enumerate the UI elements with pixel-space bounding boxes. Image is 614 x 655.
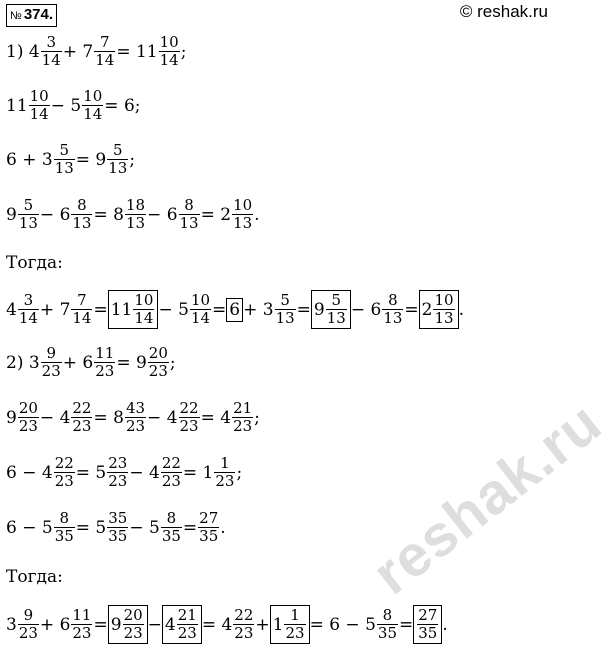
then-label-2: Тогда: <box>6 567 63 587</box>
denominator: 13 <box>179 214 199 232</box>
fraction <box>159 34 180 69</box>
fraction <box>54 142 75 177</box>
fraction <box>94 34 115 69</box>
boxed-answer <box>413 605 442 644</box>
fraction <box>133 292 154 327</box>
numerator: 27 <box>418 606 438 624</box>
math-text: 9 <box>110 614 122 635</box>
numerator: 8 <box>388 291 398 309</box>
math-text: = 8 <box>93 407 124 428</box>
denominator: 13 <box>54 159 74 177</box>
fraction <box>107 455 128 490</box>
fraction <box>41 34 62 69</box>
numerator: 10 <box>83 87 103 105</box>
denominator: 13 <box>72 214 92 232</box>
fraction <box>82 88 103 123</box>
boxed-answer <box>108 290 159 329</box>
math-text: − 5 <box>50 95 82 116</box>
numerator: 5 <box>280 291 290 309</box>
fraction <box>71 292 92 327</box>
fraction <box>190 292 211 327</box>
denominator: 35 <box>199 527 219 545</box>
math-text: + 6 <box>62 352 94 373</box>
denominator: 14 <box>72 309 92 327</box>
math-text: + 7 <box>62 41 94 62</box>
math-text: = <box>404 299 419 320</box>
numerator: 3 <box>46 33 56 51</box>
numerator: 22 <box>161 454 181 472</box>
numerator: 8 <box>77 196 87 214</box>
denominator: 13 <box>233 214 253 232</box>
numerator: 27 <box>199 509 219 527</box>
denominator: 23 <box>234 624 254 642</box>
denominator: 14 <box>134 309 154 327</box>
fraction <box>161 455 182 490</box>
math-text: − 4 <box>39 407 71 428</box>
fraction <box>94 345 115 380</box>
numerator: 8 <box>59 509 69 527</box>
fraction <box>148 345 169 380</box>
numerator: 18 <box>125 196 146 214</box>
denominator: 14 <box>18 309 38 327</box>
fraction <box>18 197 39 232</box>
fraction <box>417 607 438 642</box>
numerator: 8 <box>382 606 393 624</box>
math-text: . <box>220 517 226 538</box>
fraction <box>18 607 39 642</box>
fraction <box>107 510 128 545</box>
numerator: 10 <box>434 291 454 309</box>
fraction <box>29 88 50 123</box>
numerator: 5 <box>331 291 342 309</box>
fraction <box>71 400 92 435</box>
denominator: 23 <box>148 362 168 380</box>
math-text: = <box>93 614 108 635</box>
math-text: = <box>212 299 227 320</box>
math-text: − <box>147 614 162 635</box>
math-text: 2) 3 <box>6 352 40 373</box>
numerator: 9 <box>46 344 56 362</box>
math-text: 6 + 3 <box>6 149 53 170</box>
fraction <box>326 292 347 327</box>
numerator: 11 <box>95 344 115 362</box>
math-text: ; <box>169 352 176 373</box>
numerator: 10 <box>190 291 211 309</box>
math-text: 9 <box>6 407 17 428</box>
denominator: 14 <box>41 51 61 69</box>
denominator: 23 <box>161 472 181 490</box>
number-value: 374. <box>23 5 54 23</box>
boxed-answer <box>162 605 202 644</box>
equation-l7 <box>6 345 176 380</box>
numerator: 5 <box>59 141 69 159</box>
denominator: 13 <box>434 309 454 327</box>
denominator: 23 <box>177 624 197 642</box>
denominator: 23 <box>72 417 92 435</box>
math-text: 6 <box>229 299 241 320</box>
math-text: 1 <box>272 614 284 635</box>
math-text: 11 <box>110 299 133 320</box>
denominator: 13 <box>383 309 403 327</box>
fraction <box>177 607 198 642</box>
math-text: 4 <box>164 614 176 635</box>
fraction <box>41 345 62 380</box>
fraction <box>377 607 398 642</box>
numerator: 1 <box>290 606 300 624</box>
fraction <box>179 197 200 232</box>
denominator: 35 <box>418 624 438 642</box>
fraction <box>161 510 182 545</box>
boxed-answer <box>311 290 351 329</box>
boxed-answer <box>108 605 148 644</box>
math-text: − 4 <box>147 407 178 428</box>
numerator: 9 <box>23 606 34 624</box>
math-text: 2 <box>421 299 433 320</box>
denominator: 14 <box>95 51 115 69</box>
math-text: − 6 <box>39 204 71 225</box>
numerator: 22 <box>179 399 199 417</box>
math-text: 11 <box>6 95 28 116</box>
math-text: − 5 <box>158 299 189 320</box>
numerator: 43 <box>125 399 146 417</box>
math-text: − 4 <box>129 462 160 483</box>
number-sign: № <box>10 9 22 22</box>
numerator: 21 <box>233 399 253 417</box>
problem-number <box>6 4 57 26</box>
math-text: = 5 <box>75 462 107 483</box>
fraction <box>179 400 200 435</box>
denominator: 13 <box>18 214 38 232</box>
site-copyright: © reshak.ru <box>459 2 548 21</box>
fraction <box>54 510 75 545</box>
denominator: 35 <box>161 527 181 545</box>
math-text: = 1 <box>182 462 214 483</box>
math-text: = 11 <box>116 41 158 62</box>
math-text: − 6 <box>350 299 382 320</box>
math-text: = <box>182 517 198 538</box>
fraction <box>18 292 39 327</box>
fraction <box>233 607 254 642</box>
denominator: 14 <box>83 105 103 123</box>
math-text: + 7 <box>39 299 71 320</box>
denominator: 14 <box>190 309 211 327</box>
denominator: 35 <box>377 624 397 642</box>
denominator: 23 <box>54 472 74 490</box>
denominator: 13 <box>125 214 146 232</box>
numerator: 20 <box>148 344 168 362</box>
numerator: 35 <box>108 509 128 527</box>
denominator: 23 <box>108 472 128 490</box>
math-text: . <box>254 204 260 225</box>
denominator: 23 <box>125 417 146 435</box>
math-text: 6 − 5 <box>6 517 53 538</box>
denominator: 14 <box>29 105 49 123</box>
equation-l2 <box>6 88 141 123</box>
equation-l8 <box>6 400 260 435</box>
denominator: 23 <box>285 624 305 642</box>
numerator: 22 <box>234 606 254 624</box>
math-text: . <box>458 299 464 320</box>
math-text: = 9 <box>116 352 147 373</box>
numerator: 8 <box>184 196 194 214</box>
numerator: 3 <box>23 291 34 309</box>
math-text: = 4 <box>200 407 232 428</box>
numerator: 10 <box>233 196 253 214</box>
numerator: 20 <box>123 606 143 624</box>
boxed-answer <box>419 290 459 329</box>
math-text: = 4 <box>201 614 233 635</box>
watermark: reshak.ru <box>360 389 614 608</box>
denominator: 35 <box>54 527 74 545</box>
fraction <box>232 197 253 232</box>
boxed-answer <box>270 605 310 644</box>
math-text: 1) 4 <box>6 41 40 62</box>
fraction <box>125 400 146 435</box>
math-text: ; <box>180 41 187 62</box>
equation-l4 <box>6 197 260 232</box>
math-text: . <box>442 614 448 635</box>
numerator: 22 <box>72 399 92 417</box>
math-text: = 5 <box>75 517 107 538</box>
denominator: 13 <box>326 309 346 327</box>
denominator: 23 <box>233 417 253 435</box>
denominator: 23 <box>179 417 199 435</box>
math-text: 4 <box>6 299 17 320</box>
numerator: 10 <box>29 87 49 105</box>
numerator: 5 <box>23 196 34 214</box>
numerator: 7 <box>77 291 87 309</box>
math-text: − 6 <box>147 204 178 225</box>
math-text: ; <box>254 407 260 428</box>
numerator: 8 <box>166 509 177 527</box>
math-text: ; <box>129 149 136 170</box>
denominator: 23 <box>95 362 115 380</box>
equation-l10 <box>6 510 226 545</box>
numerator: 23 <box>108 454 128 472</box>
then-label-1: Тогда: <box>6 253 63 273</box>
denominator: 23 <box>72 624 92 642</box>
math-text: = <box>93 299 108 320</box>
numerator: 22 <box>54 454 74 472</box>
math-text: 9 <box>6 204 17 225</box>
numerator: 1 <box>220 454 230 472</box>
denominator: 23 <box>123 624 143 642</box>
numerator: 11 <box>72 606 92 624</box>
math-text: + 3 <box>243 299 274 320</box>
fraction <box>71 607 92 642</box>
math-text: = 2 <box>200 204 232 225</box>
fraction <box>18 400 39 435</box>
math-text: = 6 − 5 <box>309 614 376 635</box>
numerator: 10 <box>159 33 179 51</box>
math-text: = 6; <box>104 95 141 116</box>
math-text: = <box>399 614 414 635</box>
equation-l3 <box>6 142 135 177</box>
math-text: = 9 <box>75 149 107 170</box>
denominator: 13 <box>275 309 295 327</box>
math-text: 3 <box>6 614 17 635</box>
fraction <box>125 197 146 232</box>
math-text: 6 − 4 <box>6 462 53 483</box>
numerator: 21 <box>177 606 197 624</box>
fraction <box>275 292 296 327</box>
denominator: 14 <box>159 51 179 69</box>
math-text: ; <box>236 462 243 483</box>
fraction <box>54 455 75 490</box>
denominator: 23 <box>18 417 38 435</box>
math-text: = 8 <box>93 204 124 225</box>
fraction <box>107 142 128 177</box>
denominator: 23 <box>18 624 38 642</box>
numerator: 10 <box>134 291 154 309</box>
fraction <box>214 455 235 490</box>
equation-l12 <box>6 605 448 644</box>
fraction <box>433 292 454 327</box>
denominator: 13 <box>108 159 128 177</box>
denominator: 23 <box>215 472 235 490</box>
math-text: 9 <box>313 299 325 320</box>
denominator: 35 <box>108 527 128 545</box>
denominator: 23 <box>41 362 61 380</box>
math-text: + <box>255 614 270 635</box>
numerator: 7 <box>100 33 110 51</box>
fraction <box>232 400 253 435</box>
equation-l1 <box>6 34 186 69</box>
numerator: 20 <box>18 399 38 417</box>
math-text: = <box>296 299 311 320</box>
math-text: + 6 <box>39 614 71 635</box>
fraction <box>284 607 305 642</box>
fraction <box>198 510 219 545</box>
fraction <box>382 292 403 327</box>
problem-number-box <box>6 4 57 27</box>
fraction <box>71 197 92 232</box>
equation-l6 <box>6 290 464 329</box>
fraction <box>123 607 144 642</box>
equation-l9 <box>6 455 242 490</box>
boxed-answer <box>226 298 243 322</box>
numerator: 5 <box>113 141 123 159</box>
math-text: − 5 <box>129 517 160 538</box>
